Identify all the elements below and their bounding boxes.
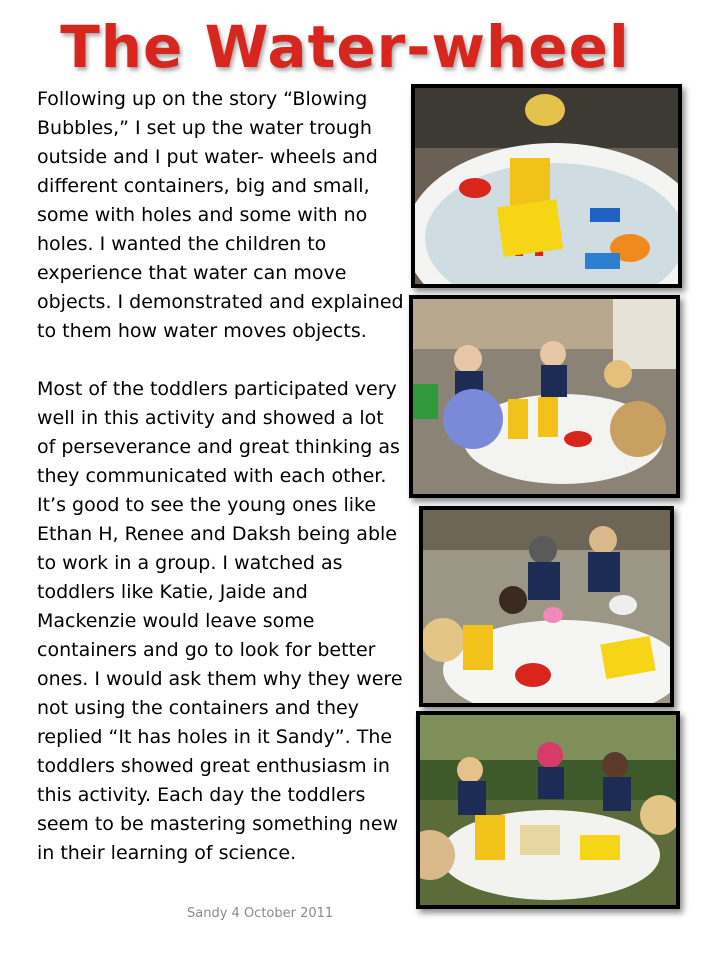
photo-group-activity — [416, 711, 680, 909]
paragraph-observations: Most of the toddlers participated very well in this activity and showed a lot of perseverance and great thinking as they communicated with each other. It’s good to see the young ones like Ethan H, Renee and Daksh being able to work in a group. I watched as toddlers like Katie, Jaide and Mackenzie would leave some containers and go to look for better ones. I would ask them why they were not using the containers and they replied “It has holes in it Sandy”. The toddlers showed great enthusiasm in this activity. Each day the toddlers seem to be mastering something new in their learning of science. — [37, 378, 403, 864]
page-title: The Water-wheel — [60, 13, 630, 81]
footer-author-date: Sandy 4 October 2011 — [187, 906, 334, 921]
photo-toddlers-playing — [409, 295, 680, 498]
paragraph-intro: Following up on the story “Blowing Bubbles,” I set up the water trough outside and I put water- wheels and different containers, big and small, some with holes and some with no holes. I wanted the children to experience that water can move objects. I demonstrated and explained to them how water moves objects. — [37, 88, 404, 342]
photo-toddlers-pouring — [419, 506, 674, 707]
photo-water-trough — [411, 84, 682, 288]
story-text — [37, 85, 407, 868]
